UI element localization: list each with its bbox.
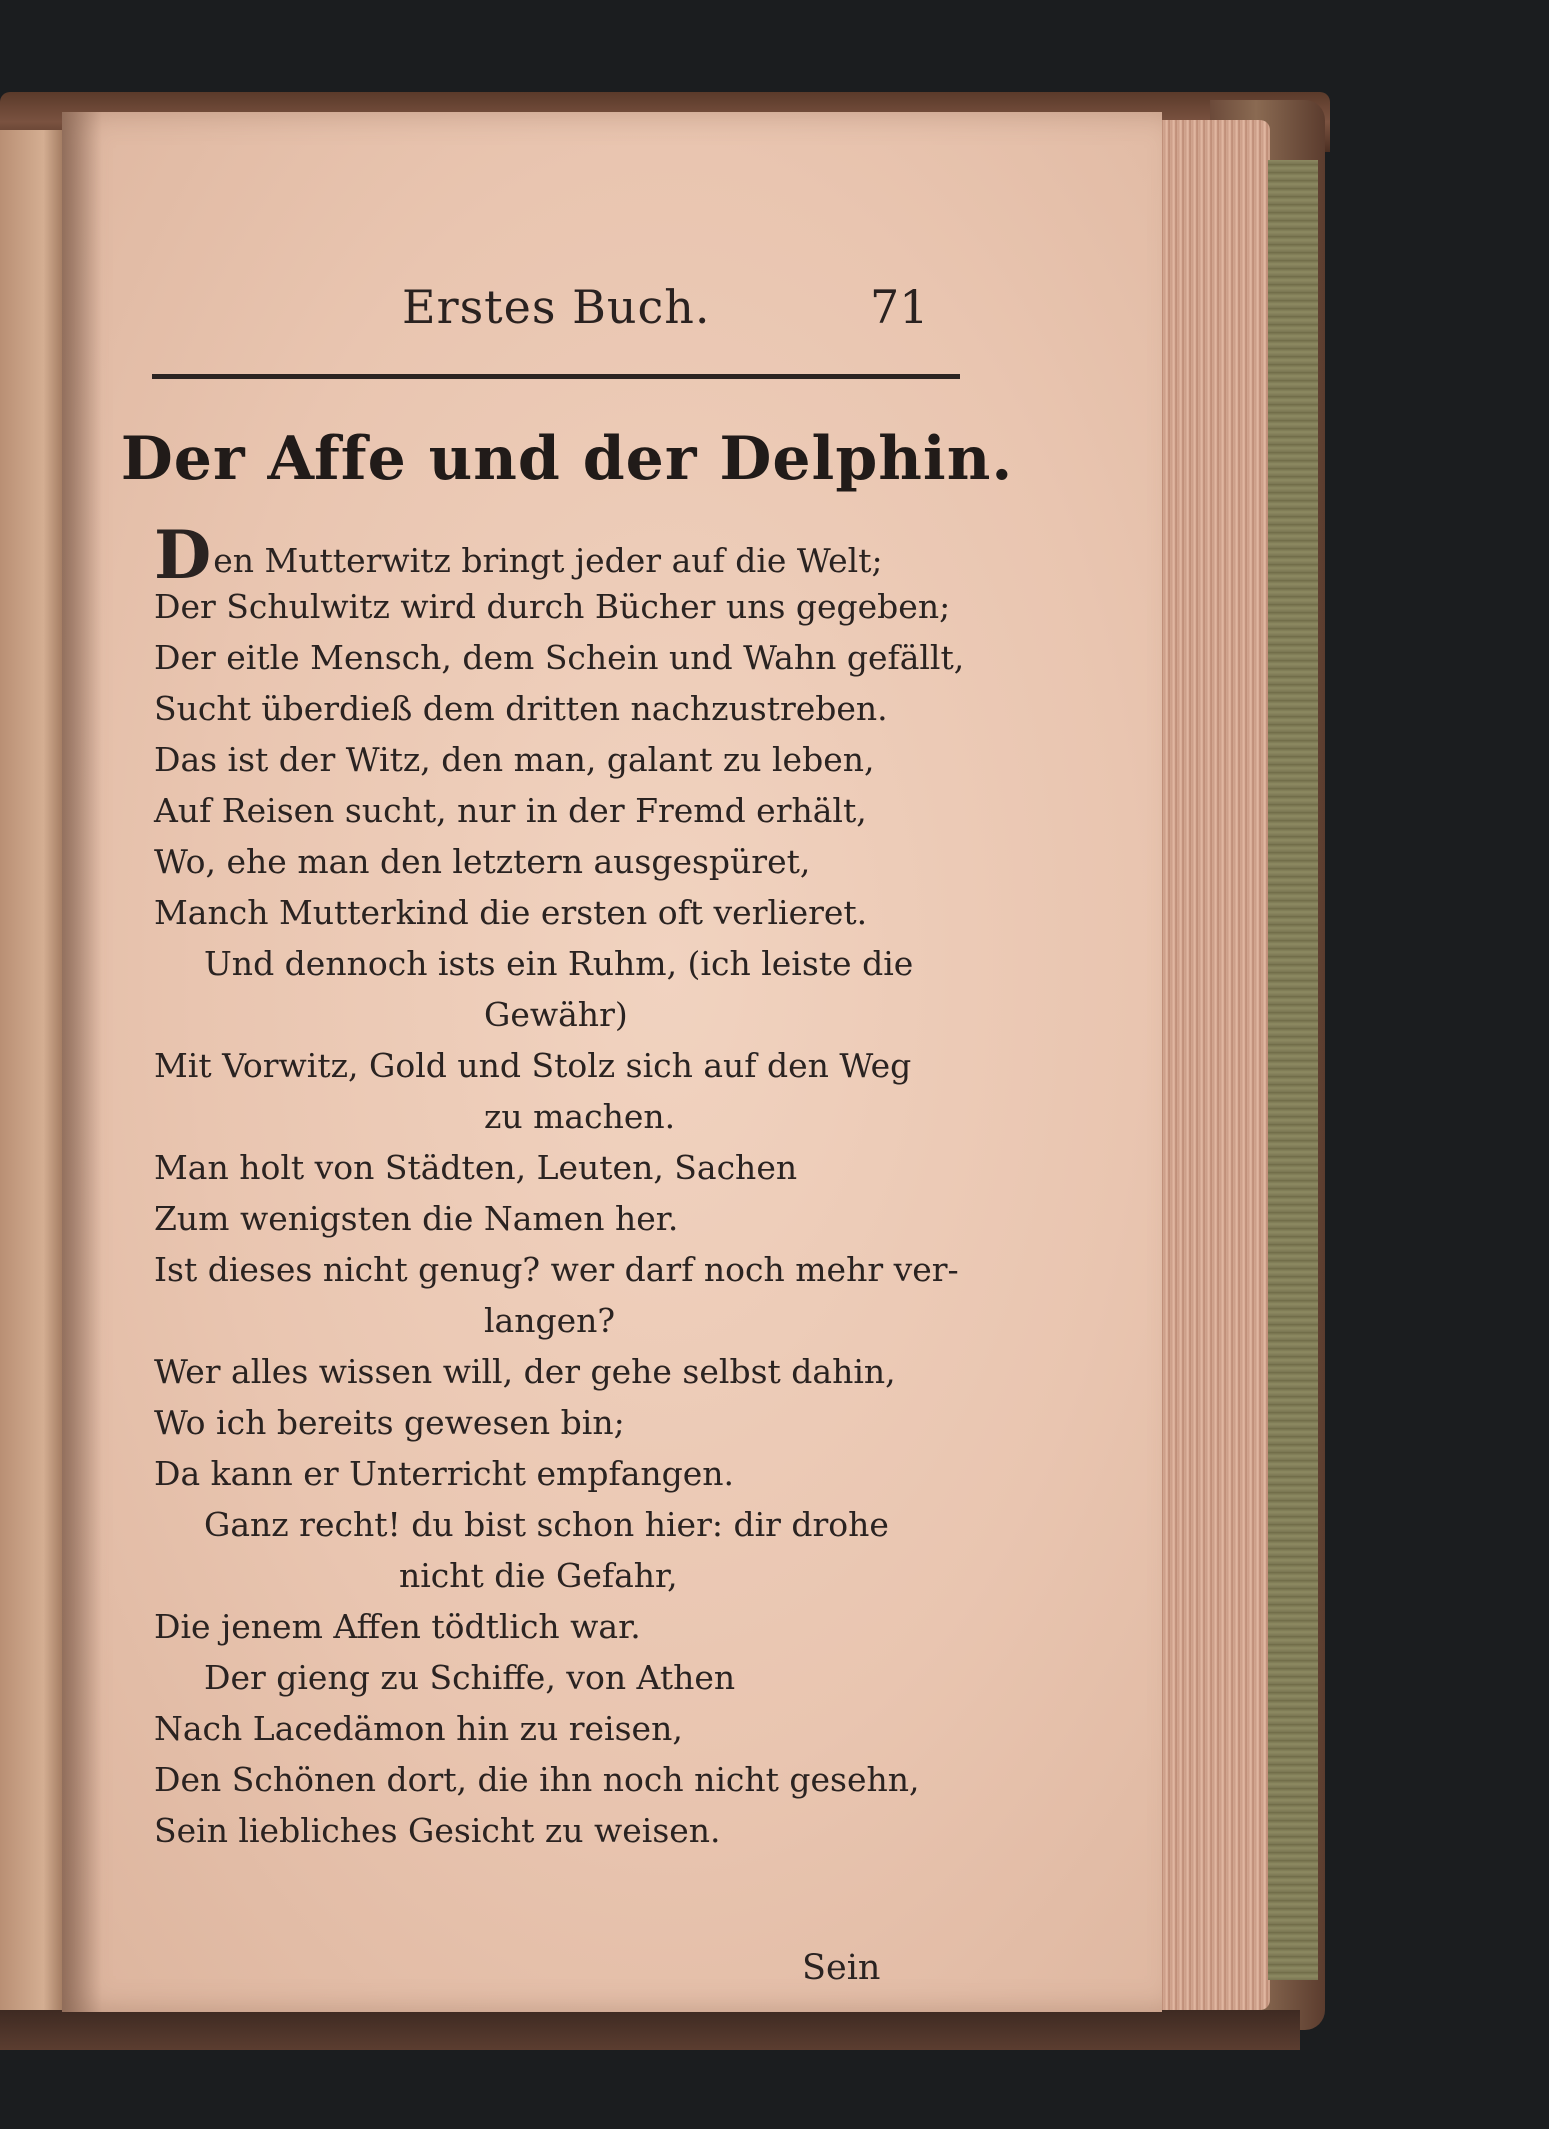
first-line-text: en Mutterwitz bringt jeder auf die Welt; bbox=[213, 541, 883, 580]
poem-line: Man holt von Städten, Leuten, Sachen bbox=[154, 1148, 798, 1187]
poem-line: Zum wenigsten die Namen her. bbox=[154, 1199, 679, 1238]
poem-line: Der gieng zu Schiffe, von Athen bbox=[204, 1658, 736, 1697]
book-cover-bottom bbox=[0, 2010, 1300, 2050]
poem-line: Das ist der Witz, den man, galant zu leben, bbox=[154, 740, 875, 779]
poem-line: nicht die Gefahr, bbox=[399, 1556, 678, 1595]
poem-line: Mit Vorwitz, Gold und Stolz sich auf den Weg bbox=[154, 1046, 912, 1085]
poem-line: Die jenem Affen tödtlich war. bbox=[154, 1607, 641, 1646]
book-page bbox=[62, 112, 1162, 2012]
poem-line: Auf Reisen sucht, nur in der Fremd erhält, bbox=[154, 791, 867, 830]
poem-line: langen? bbox=[484, 1301, 616, 1340]
poem-line: zu machen. bbox=[484, 1097, 676, 1136]
endpaper bbox=[1268, 160, 1318, 1980]
running-head: Erstes Buch. bbox=[402, 280, 711, 334]
gutter-shadow bbox=[62, 112, 102, 2012]
page-edges bbox=[1150, 120, 1270, 2010]
poem-line: Wer alles wissen will, der gehe selbst dahin, bbox=[154, 1352, 896, 1391]
left-page-edge bbox=[0, 130, 62, 2040]
poem-line: Wo, ehe man den letztern ausgespüret, bbox=[154, 842, 811, 881]
poem-line: Da kann er Unterricht empfangen. bbox=[154, 1454, 735, 1493]
poem-text bbox=[154, 516, 1034, 1856]
poem-line: Und dennoch ists ein Ruhm, (ich leiste die bbox=[204, 944, 914, 983]
fable-title: Der Affe und der Delphin. bbox=[120, 424, 1014, 494]
poem-line: Manch Mutterkind die ersten oft verlieret. bbox=[154, 893, 868, 932]
poem-line: Der Schulwitz wird durch Bücher uns gegeben; bbox=[154, 587, 951, 626]
poem-line bbox=[154, 516, 1034, 594]
poem-line: Der eitle Mensch, dem Schein und Wahn gefällt, bbox=[154, 638, 965, 677]
poem-line: Sein liebliches Gesicht zu weisen. bbox=[154, 1811, 721, 1850]
poem-line: Den Schönen dort, die ihn noch nicht gesehn, bbox=[154, 1760, 920, 1799]
poem-line: Wo ich bereits gewesen bin; bbox=[154, 1403, 625, 1442]
header-rule bbox=[152, 374, 960, 379]
poem-line: Gewähr) bbox=[484, 995, 628, 1034]
poem-line: Sucht überdieß dem dritten nachzustreben. bbox=[154, 689, 888, 728]
poem-line: Ist dieses nicht genug? wer darf noch mehr ver- bbox=[154, 1250, 959, 1289]
poem-line: Nach Lacedämon hin zu reisen, bbox=[154, 1709, 683, 1748]
page-number: 71 bbox=[870, 280, 929, 334]
poem-line: Ganz recht! du bist schon hier: dir drohe bbox=[204, 1505, 889, 1544]
catchword: Sein bbox=[802, 1948, 881, 1988]
drop-cap: D bbox=[154, 516, 212, 594]
